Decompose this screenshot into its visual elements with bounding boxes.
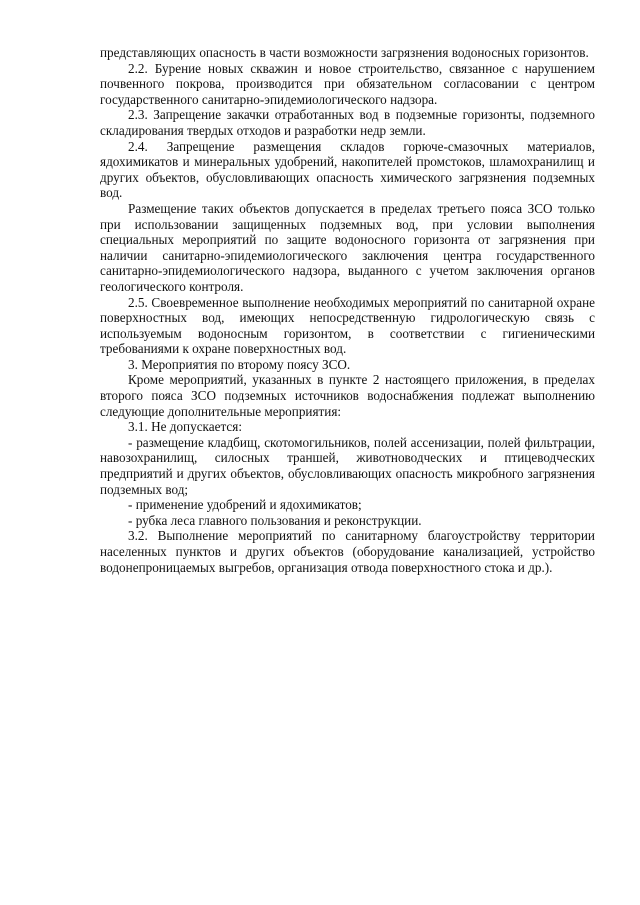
paragraph-3-2: 3.2. Выполнение мероприятий по санитарному благоустройству территории населенных пунктов и других объектов (оборудование канализацией, устройство водонепроницаемых выгребов, организация отвода поверхностного стока и др.). xyxy=(100,528,595,575)
paragraph-2-3: 2.3. Запрещение закачки отработанных вод в подземные горизонты, подземного складирования твердых отходов и разработки недр земли. xyxy=(100,107,595,138)
paragraph-3-intro: Кроме мероприятий, указанных в пункте 2 настоящего приложения, в пределах второго пояса ЗСО подземных источников водоснабжения подлежат выполнению следующие дополнительные мероприятия: xyxy=(100,372,595,419)
paragraph-3-1: 3.1. Не допускается: xyxy=(128,419,242,435)
paragraph-2-5: 2.5. Своевременное выполнение необходимых мероприятий по санитарной охране поверхностных вод, имеющих непосредственную гидрологическую связь с используемым водоносным горизонтом, в соответствии с гигиеническими требованиями к охране поверхностных вод. xyxy=(100,294,595,357)
list-item-fertilizers: - применение удобрений и ядохимикатов; xyxy=(128,497,362,513)
paragraph-3-heading: 3. Мероприятия по второму поясу ЗСО. xyxy=(128,356,351,372)
paragraph-placement: Размещение таких объектов допускается в пределах третьего пояса ЗСО только при использовании защищенных подземных вод, при условии выполнения специальных мероприятий по защите водоносного горизонта от загрязнения при наличии санитарно-эпидемиологического заключения центра государственного санитарно-эпидемиологического надзора, выданного с учетом заключения органов геологического контроля. xyxy=(100,200,595,294)
list-item-placement: - размещение кладбищ, скотомогильников, полей ассенизации, полей фильтрации, навозохранилищ, силосных траншей, животноводческих и птицеводческих предприятий и других объектов, обусловливающих опасность микробного загрязнения подземных вод; xyxy=(100,434,595,497)
paragraph-2-2: 2.2. Бурение новых скважин и новое строительство, связанное с нарушением почвенного покрова, производится при обязательном согласовании с центром государственного санитарно-эпидемиологического надзора. xyxy=(100,60,595,107)
document-page xyxy=(100,45,595,575)
paragraph-1: представляющих опасность в части возможности загрязнения водоносных горизонтов. xyxy=(100,45,589,60)
paragraph-2-4: 2.4. Запрещение размещения складов горюче-смазочных материалов, ядохимикатов и минеральных удобрений, накопителей промстоков, шламохранилищ и других объектов, обусловливающих опасность химического загрязнения подземных вод. xyxy=(100,138,595,201)
list-item-logging: - рубка леса главного пользования и реконструкции. xyxy=(128,512,422,528)
